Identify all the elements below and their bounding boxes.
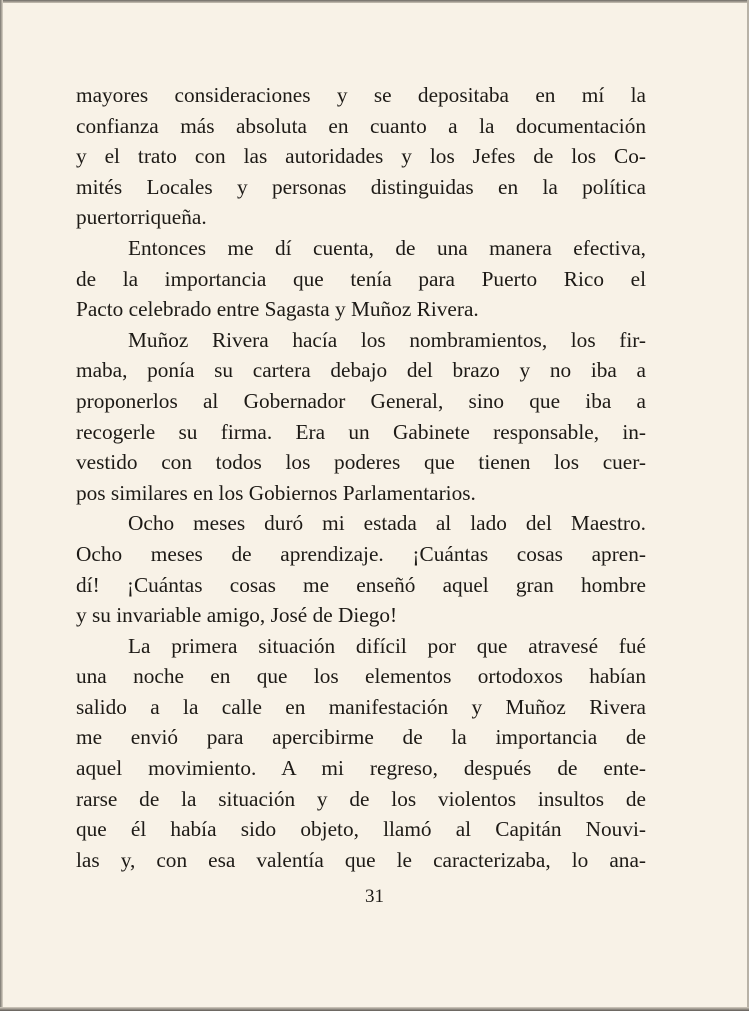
text-line: rarse de la situación y de los violentos insultos de xyxy=(76,786,646,811)
text-line: pos similares en los Gobiernos Parlamentarios. xyxy=(76,480,476,505)
text-line: que él había sido objeto, llamó al Capitán Nouvi- xyxy=(76,817,646,842)
text-line: mayores consideraciones y se depositaba en mí la xyxy=(76,83,646,107)
text-line: recogerle su firma. Era un Gabinete responsable, in- xyxy=(76,419,646,444)
text-line: salido a la calle en manifestación y Muñoz Rivera xyxy=(76,694,646,719)
page-left-edge xyxy=(0,0,3,1011)
text-line: una noche en que los elementos ortodoxos habían xyxy=(76,664,646,689)
text-line: Ocho meses de aprendizaje. ¡Cuántas cosas apren- xyxy=(76,541,646,566)
page-number: 31 xyxy=(365,886,384,907)
text-line: vestido con todos los poderes que tienen los cuer- xyxy=(76,450,646,475)
text-line: dí! ¡Cuántas cosas me enseñó aquel gran hombre xyxy=(76,572,646,597)
text-line: de la importancia que tenía para Puerto Rico el xyxy=(76,266,646,291)
text-line: Pacto celebrado entre Sagasta y Muñoz Rivera. xyxy=(76,297,479,322)
text-line: mités Locales y personas distinguidas en la política xyxy=(76,174,646,199)
text-line: aquel movimiento. A mi regreso, después de ente- xyxy=(76,756,646,781)
paragraph-first-line: Ocho meses duró mi estada al lado del Maestro. xyxy=(128,511,646,536)
text-line: y su invariable amigo, José de Diego! xyxy=(76,603,398,628)
text-line: me envió para apercibirme de la importancia de xyxy=(76,725,646,750)
paragraph-first-line: Muñoz Rivera hacía los nombramientos, los fir- xyxy=(128,327,646,352)
text-line: maba, ponía su cartera debajo del brazo y no iba a xyxy=(76,358,646,383)
body-text xyxy=(76,80,646,875)
text-line: puertorriqueña. xyxy=(76,205,207,230)
text-line: proponerlos al Gobernador General, sino que iba a xyxy=(76,388,646,413)
text-line: las y, con esa valentía que le caracterizaba, lo ana- xyxy=(76,847,646,872)
page-top-edge xyxy=(0,0,749,3)
text-line: y el trato con las autoridades y los Jefes de los Co- xyxy=(76,144,646,169)
text-line: confianza más absoluta en cuanto a la documentación xyxy=(76,113,646,138)
page-bottom-edge xyxy=(0,1007,749,1011)
paragraph-first-line: La primera situación difícil por que atravesé fué xyxy=(128,633,646,658)
paragraph-first-line: Entonces me dí cuenta, de una manera efectiva, xyxy=(128,235,646,260)
